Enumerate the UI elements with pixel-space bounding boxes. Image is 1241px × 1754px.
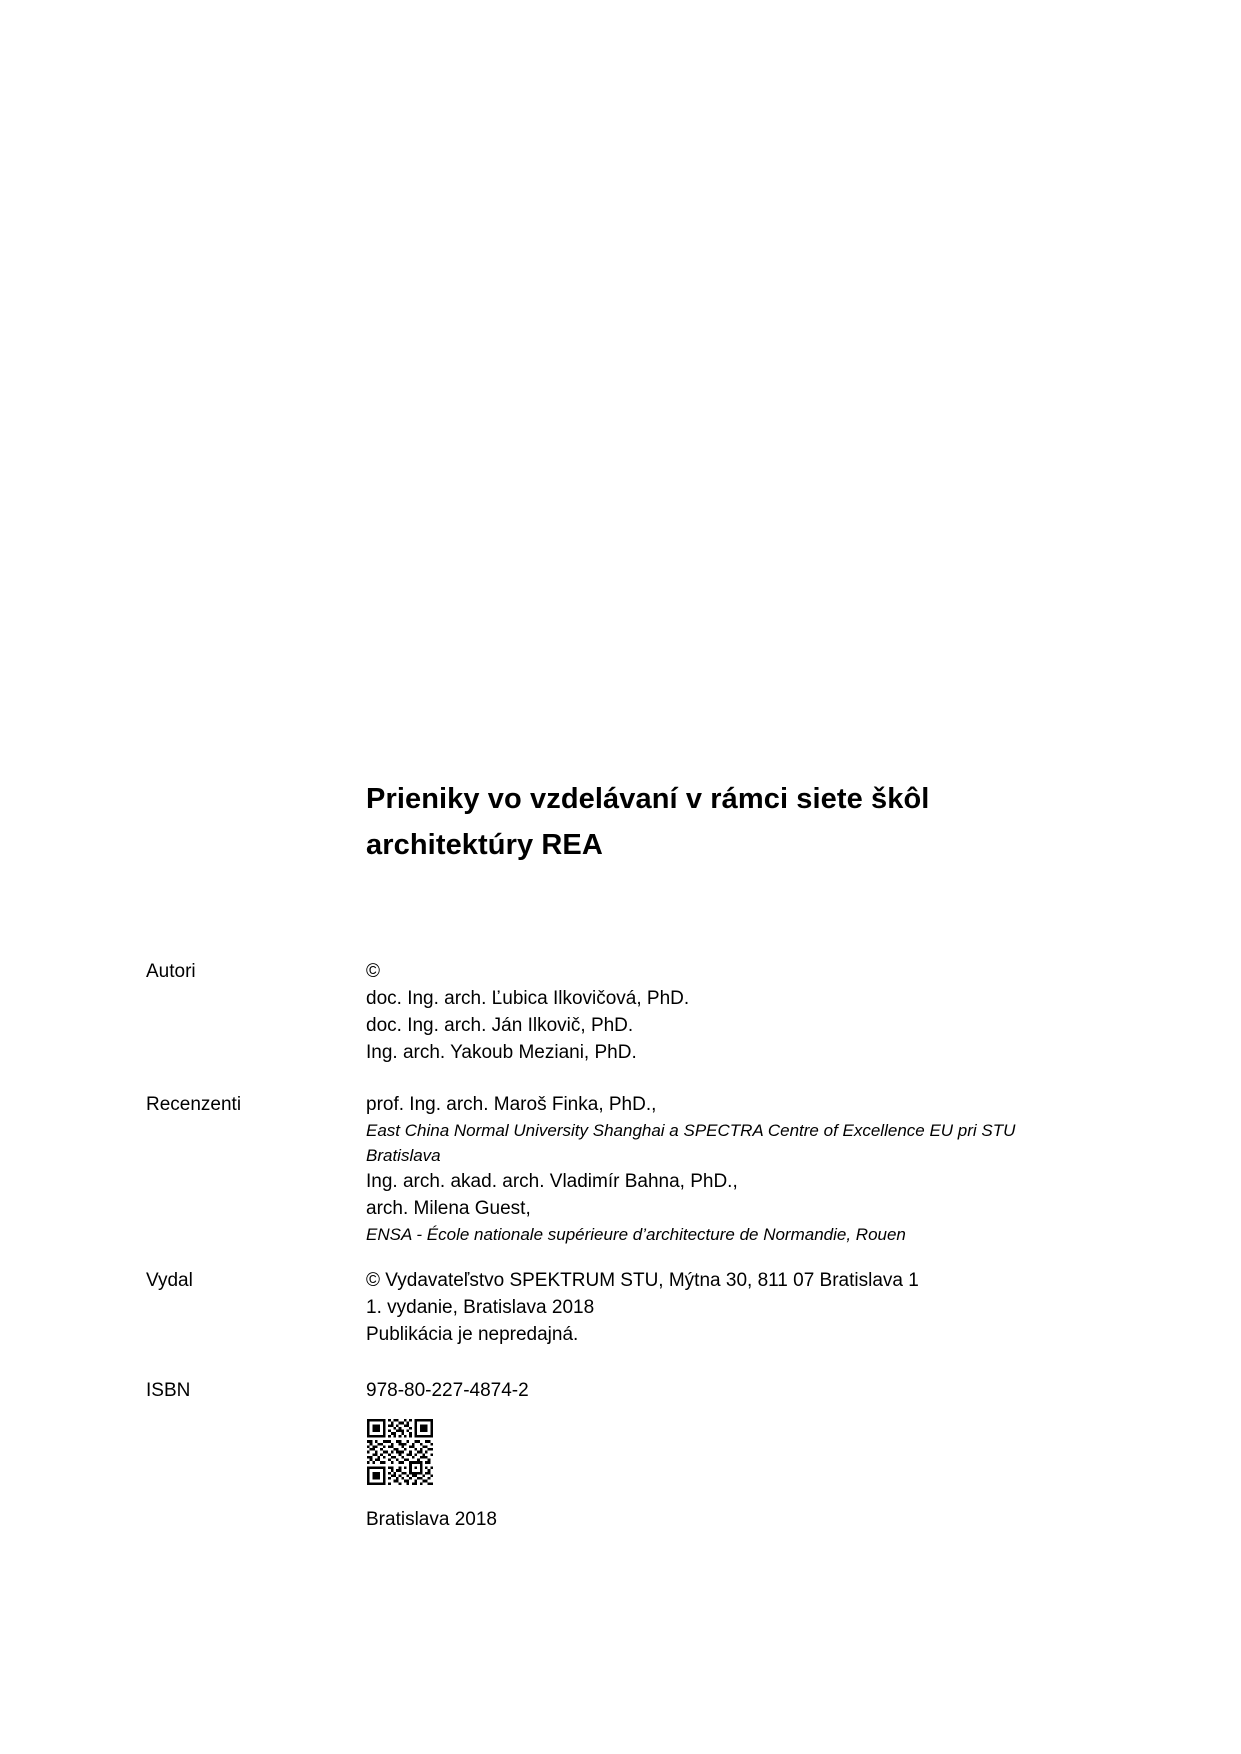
footer-place-year: Bratislava 2018	[366, 1509, 497, 1530]
title-line-2: architektúry REA	[366, 829, 603, 861]
authors-copyright: ©	[366, 961, 380, 982]
qr-code-icon	[367, 1419, 433, 1485]
author-2: doc. Ing. arch. Ján Ilkovič, PhD.	[366, 1015, 634, 1036]
authors-block	[366, 958, 1126, 1066]
publisher-line-1: © Vydavateľstvo SPEKTRUM STU, Mýtna 30, 811 07 Bratislava 1	[366, 1270, 919, 1291]
publisher-label: Vydal	[146, 1270, 193, 1291]
reviewer-2-name: Ing. arch. akad. arch. Vladimír Bahna, PhD.,	[366, 1171, 738, 1192]
reviewers-block	[366, 1091, 1126, 1247]
isbn-value: 978-80-227-4874-2	[366, 1380, 529, 1401]
publication-title	[366, 776, 1126, 868]
reviewer-3-name: arch. Milena Guest,	[366, 1198, 531, 1219]
reviewer-3-affiliation: ENSA - École nationale supérieure d’architecture de Normandie, Rouen	[366, 1225, 906, 1244]
reviewers-label: Recenzenti	[146, 1094, 242, 1115]
reviewer-1-name: prof. Ing. arch. Maroš Finka, PhD.,	[366, 1094, 657, 1115]
authors-label: Autori	[146, 961, 196, 982]
publisher-line-3: Publikácia je nepredajná.	[366, 1324, 579, 1345]
publisher-line-2: 1. vydanie, Bratislava 2018	[366, 1297, 595, 1318]
author-1: doc. Ing. arch. Ľubica Ilkovičová, PhD.	[366, 988, 690, 1009]
isbn-block	[366, 1377, 1126, 1404]
author-3: Ing. arch. Yakoub Meziani, PhD.	[366, 1042, 637, 1063]
reviewer-1-affiliation: East China Normal University Shanghai a SPECTRA Centre of Excellence EU pri STU Bratislava	[366, 1121, 1016, 1165]
publisher-block	[366, 1267, 1126, 1348]
isbn-label: ISBN	[146, 1380, 191, 1401]
title-line-1: Prieniky vo vzdelávaní v rámci siete škôl	[366, 783, 930, 815]
